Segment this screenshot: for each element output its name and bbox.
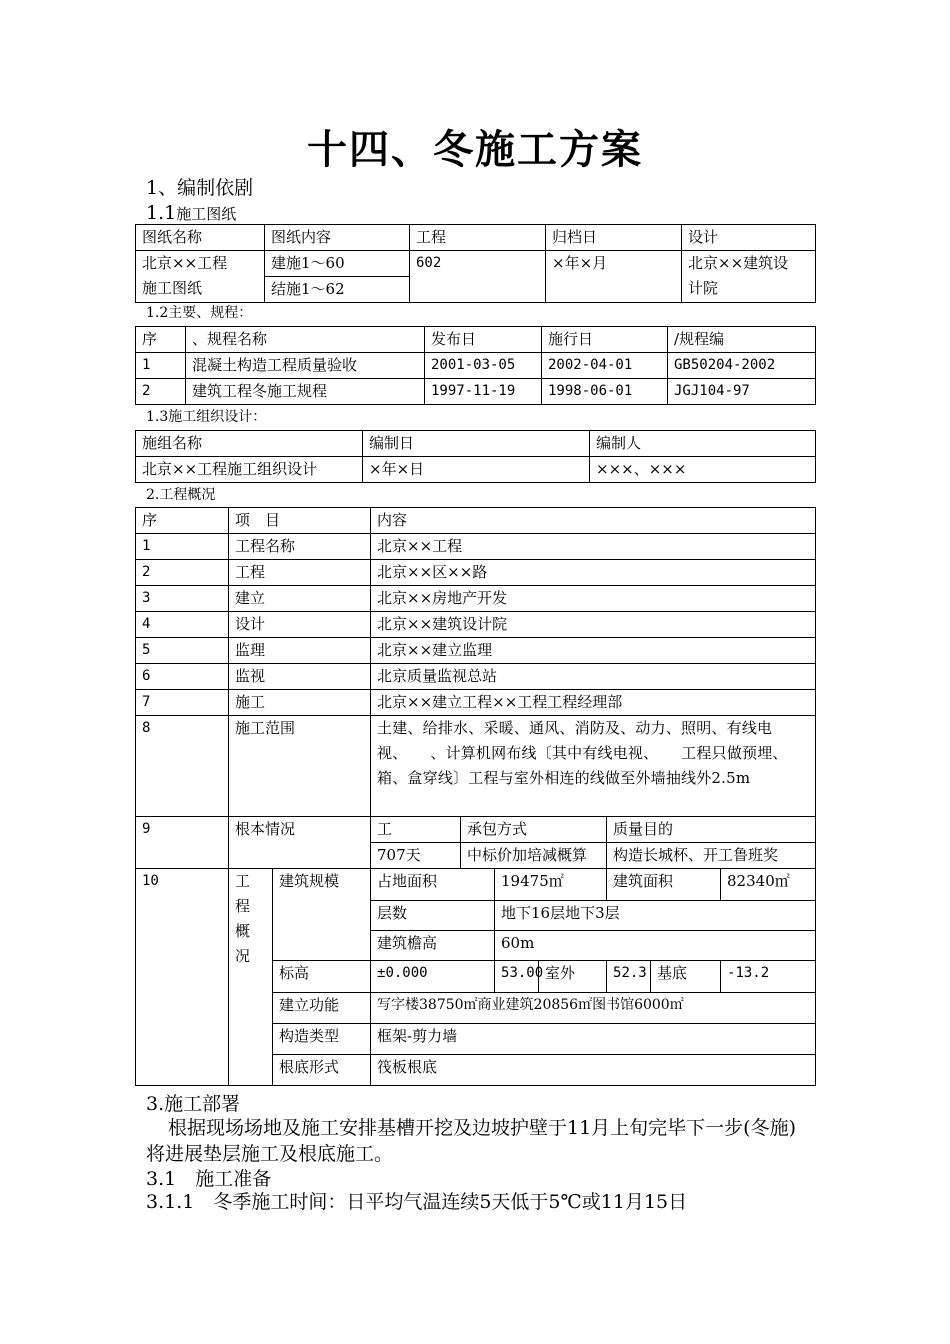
standards-table	[135, 326, 816, 405]
item-content: 北京××建立监理	[371, 638, 816, 664]
table-row	[136, 612, 816, 638]
item-label: 施工范围	[229, 716, 371, 817]
section-1-1-label: 施工图纸	[176, 205, 237, 223]
publish-date: 1997-11-19	[425, 379, 542, 405]
table-row	[136, 534, 816, 560]
org-design-table	[135, 430, 816, 483]
floors-value: 地下16层地下3层	[495, 901, 816, 931]
drawing-name-cell	[136, 251, 265, 303]
row-number: 9	[136, 817, 229, 869]
table-row	[136, 251, 816, 277]
row-number: 7	[136, 690, 229, 716]
designer-cell	[682, 251, 816, 303]
build-area-value: 82340㎡	[721, 869, 816, 901]
section-1-3-heading: 1.3施工组织设计：	[146, 409, 267, 425]
item-label: 工程名称	[229, 534, 371, 560]
table-row	[136, 560, 816, 586]
header-cell: 序	[136, 508, 229, 534]
table-row	[136, 457, 816, 483]
eave-label: 建筑檐高	[371, 931, 495, 961]
scope-content: 土建、给排水、采暖、通风、消防及、动力、照明、有线电视、 、计算机网布线〔其中有线电视、 工程只做预埋、箱、盒穿线〕工程与室外相连的线做至外墙抽线外2.5m	[371, 716, 816, 817]
floors-label: 层数	[371, 901, 495, 931]
drawing-name-line: 北京××工程	[142, 254, 228, 272]
header-cell: 施行日	[542, 327, 668, 353]
archive-date-cell: ×年×月	[546, 251, 682, 303]
duration-label: 工	[371, 817, 461, 843]
item-label: 工程	[229, 560, 371, 586]
header-cell: 、规程名称	[186, 327, 425, 353]
elevation-label: 标高	[273, 961, 371, 993]
row-number: 1	[136, 534, 229, 560]
header-cell: 图纸内容	[265, 225, 410, 251]
org-author-cell: ×××、×××	[590, 457, 816, 483]
duration-value: 707天	[371, 843, 461, 869]
table-row	[136, 353, 816, 379]
function-value: 写字楼38750㎡商业建筑20856㎡图书馆6000㎡	[371, 993, 816, 1024]
foundation-value: 筏板根底	[371, 1055, 816, 1086]
section-1-1-number: 1.1	[146, 202, 177, 224]
site-area-label: 占地面积	[371, 869, 495, 901]
item-content: 北京××房地产开发	[371, 586, 816, 612]
scale-label: 建筑规模	[273, 869, 371, 961]
outdoor-label: 室外	[539, 961, 607, 993]
header-cell: 图纸名称	[136, 225, 265, 251]
section-1-2-heading: 1.2主要、规程：	[146, 305, 253, 321]
function-label: 建立功能	[273, 993, 371, 1024]
row-number: 8	[136, 716, 229, 817]
header-cell: 项 目	[229, 508, 371, 534]
build-area-label: 建筑面积	[607, 869, 721, 901]
item-label: 根本情况	[229, 817, 371, 869]
item-content: 北京××建筑设计院	[371, 612, 816, 638]
header-cell: 内容	[371, 508, 816, 534]
item-label: 建立	[229, 586, 371, 612]
elevation-value: 53.00	[495, 961, 539, 993]
section-3-1-heading: 3.1 施工准备	[146, 1168, 272, 1190]
drawings-table	[135, 224, 816, 303]
project-overview-table	[135, 507, 816, 1086]
table-row	[136, 638, 816, 664]
table-header-row	[136, 431, 816, 457]
row-number: 5	[136, 638, 229, 664]
row-number: 10	[136, 869, 229, 1086]
table-row	[136, 379, 816, 405]
table-header-row	[136, 508, 816, 534]
drawing-content-cell: 建施1～60	[265, 251, 410, 277]
header-cell: 工程	[410, 225, 546, 251]
bottom-label: 基底	[651, 961, 721, 993]
header-cell: 归档日	[546, 225, 682, 251]
item-label: 监理	[229, 638, 371, 664]
outdoor-value: 52.3	[607, 961, 651, 993]
header-cell: 编制人	[590, 431, 816, 457]
table-header-row	[136, 327, 816, 353]
site-area-value: 19475㎡	[495, 869, 607, 901]
row-number: 2	[136, 379, 186, 405]
page-title: 十四、冬施工方案	[307, 126, 643, 173]
effective-date: 1998-06-01	[542, 379, 668, 405]
contract-label: 承包方式	[461, 817, 607, 843]
effective-date: 2002-04-01	[542, 353, 668, 379]
item-label: 设计	[229, 612, 371, 638]
standard-name: 混凝土构造工程质量验收	[186, 353, 425, 379]
item-content: 北京质量监视总站	[371, 664, 816, 690]
item-content: 北京××区××路	[371, 560, 816, 586]
header-cell: 设计	[682, 225, 816, 251]
designer-line: 北京××建筑设	[688, 254, 789, 272]
header-cell: 施组名称	[136, 431, 363, 457]
table-row	[136, 869, 816, 901]
row-number: 1	[136, 353, 186, 379]
row-number: 2	[136, 560, 229, 586]
table-row	[136, 586, 816, 612]
header-cell: 发布日	[425, 327, 542, 353]
quality-label: 质量目的	[607, 817, 816, 843]
table-row	[136, 664, 816, 690]
header-cell: 序	[136, 327, 186, 353]
section-2-heading: 2.工程概况	[146, 487, 216, 503]
section-3-heading: 3.施工部署	[146, 1093, 241, 1115]
drawing-content-cell: 结施1～62	[265, 277, 410, 303]
publish-date: 2001-03-05	[425, 353, 542, 379]
row-number: 3	[136, 586, 229, 612]
table-row	[136, 716, 816, 817]
item-label-vertical	[229, 869, 273, 1086]
standard-code: GB50204-2002	[668, 353, 816, 379]
elevation-base: ±0.000	[371, 961, 495, 993]
drawing-name-line: 施工图纸	[142, 279, 203, 297]
org-date-cell: ×年×日	[363, 457, 590, 483]
standard-code: JGJ104-97	[668, 379, 816, 405]
table-header-row	[136, 225, 816, 251]
vertical-label: 工程概况	[235, 872, 251, 965]
structure-label: 构造类型	[273, 1024, 371, 1055]
header-cell: /规程编	[668, 327, 816, 353]
row-number: 4	[136, 612, 229, 638]
standard-name: 建筑工程冬施工规程	[186, 379, 425, 405]
section-3-paragraph: 根据现场场地及施工安排基槽开挖及边坡护壁于11月上旬完毕下一步(冬施)将进展垫层施工及根底施工。	[146, 1117, 797, 1165]
contract-value: 中标价加培减概算	[461, 843, 607, 869]
item-label: 监视	[229, 664, 371, 690]
row-number: 6	[136, 664, 229, 690]
foundation-label: 根底形式	[273, 1055, 371, 1086]
project-cell: 602	[410, 251, 546, 303]
section-1-1-heading	[146, 202, 236, 224]
item-label: 施工	[229, 690, 371, 716]
item-content: 北京××建立工程××工程工程经理部	[371, 690, 816, 716]
section-3-1-1-text: 3.1.1 冬季施工时间：日平均气温连续5天低于5℃或11月15日	[146, 1191, 688, 1213]
eave-value: 60m	[495, 931, 816, 961]
item-content: 北京××工程	[371, 534, 816, 560]
table-row	[136, 690, 816, 716]
header-cell: 编制日	[363, 431, 590, 457]
structure-value: 框架-剪力墙	[371, 1024, 816, 1055]
table-row	[136, 817, 816, 843]
org-name-cell: 北京××工程施工组织设计	[136, 457, 363, 483]
designer-line: 计院	[688, 279, 719, 297]
bottom-value: -13.2	[721, 961, 816, 993]
section-1-heading: 1、编制依剧	[146, 177, 254, 199]
quality-value: 构造长城杯、开工鲁班奖	[607, 843, 816, 869]
